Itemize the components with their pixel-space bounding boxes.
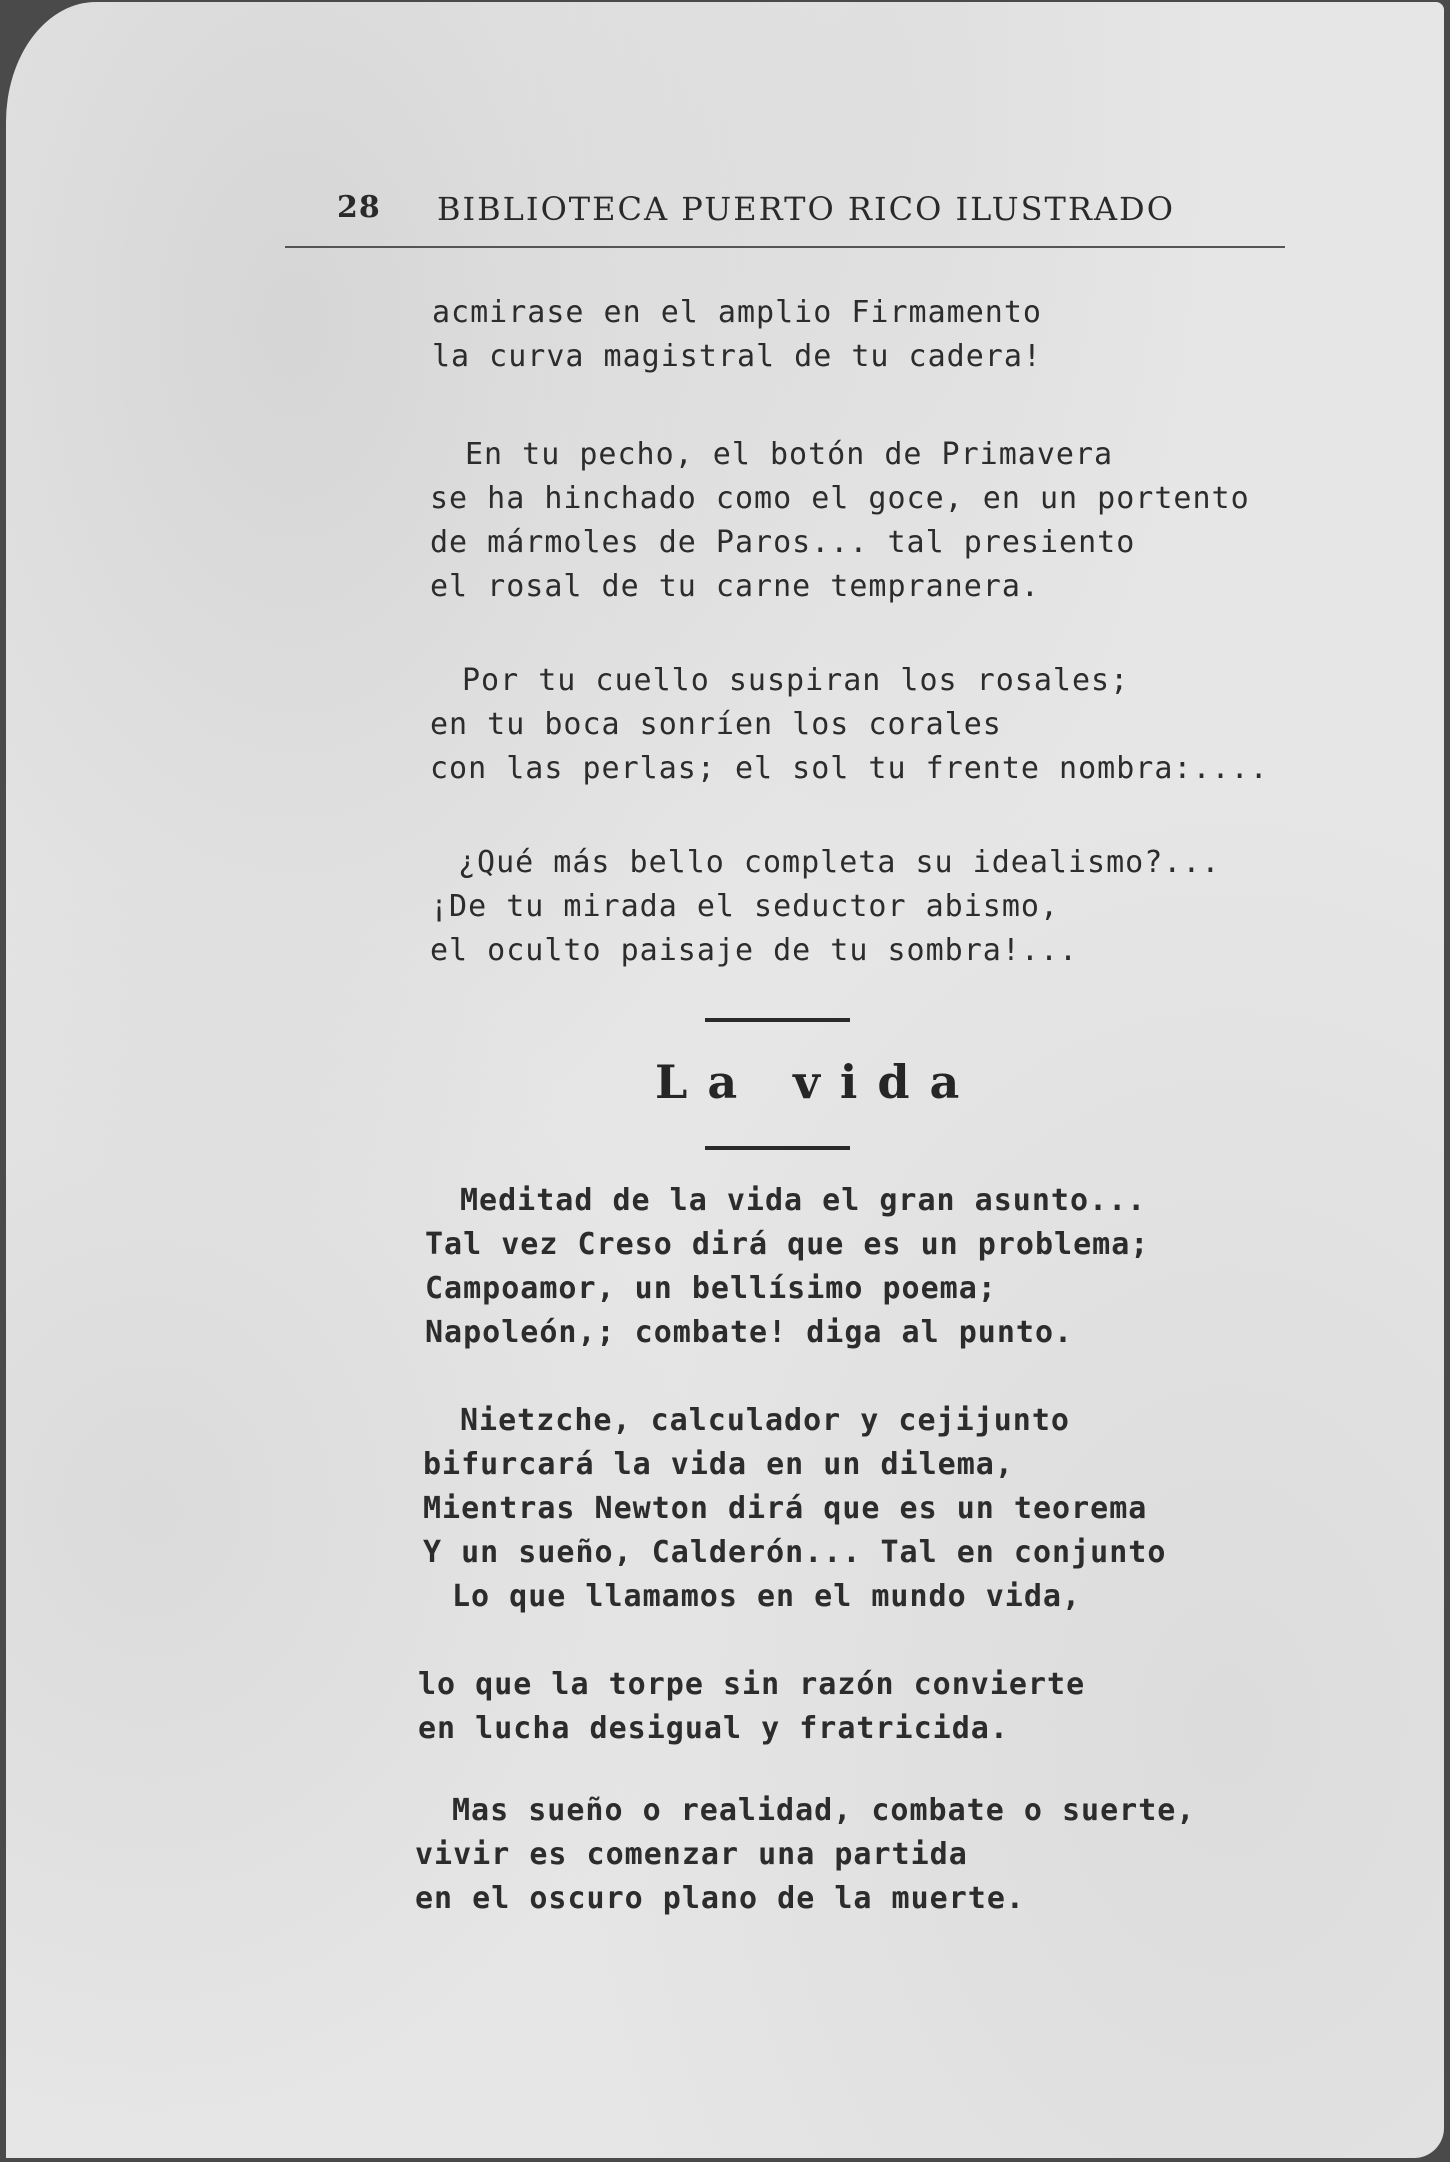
verse-line: Meditad de la vida el gran asunto... — [460, 1183, 1147, 1218]
verse-line: lo que la torpe sin razón convierte — [418, 1667, 1086, 1702]
verse-line: vivir es comenzar una partida — [415, 1837, 968, 1872]
page-header — [285, 190, 1225, 240]
verse-line: Napoleón,; combate! diga al punto. — [425, 1315, 1074, 1350]
page-number: 28 — [337, 190, 381, 225]
verse-line: en el oscuro plano de la muerte. — [415, 1881, 1025, 1916]
verse-line: Campoamor, un bellísimo poema; — [425, 1271, 997, 1306]
verse-line: Tal vez Creso dirá que es un problema; — [425, 1227, 1150, 1262]
verse-line: Lo que llamamos en el mundo vida, — [452, 1579, 1082, 1614]
verse-line: Y un sueño, Calderón... Tal en conjunto — [423, 1535, 1167, 1570]
verse-line: se ha hinchado como el goce, en un portento — [430, 481, 1250, 516]
verse-line: acmirase en el amplio Firmamento — [432, 295, 1042, 330]
verse-line: En tu pecho, el botón de Primavera — [465, 437, 1114, 472]
verse-line: de mármoles de Paros... tal presiento — [430, 525, 1136, 560]
verse-line: bifurcará la vida en un dilema, — [423, 1447, 1014, 1482]
verse-line: Mas sueño o realidad, combate o suerte, — [452, 1793, 1196, 1828]
verse-line: en tu boca sonríen los corales — [430, 707, 1002, 742]
title-rule-top — [705, 1018, 850, 1022]
running-title: BIBLIOTECA PUERTO RICO ILUSTRADO — [437, 190, 1175, 228]
verse-line: la curva magistral de tu cadera! — [432, 339, 1042, 374]
verse-line: Mientras Newton dirá que es un teorema — [423, 1491, 1148, 1526]
verse-line: con las perlas; el sol tu frente nombra:.... — [430, 751, 1269, 786]
verse-line: el oculto paisaje de tu sombra!... — [430, 933, 1079, 968]
verse-line: el rosal de tu carne tempranera. — [430, 569, 1040, 604]
verse-line: en lucha desigual y fratricida. — [418, 1711, 1009, 1746]
verse-line: Por tu cuello suspiran los rosales; — [462, 663, 1130, 698]
header-rule — [285, 246, 1285, 248]
verse-line: ¿Qué más bello completa su idealismo?... — [458, 845, 1221, 880]
verse-line: ¡De tu mirada el seductor abismo, — [430, 889, 1060, 924]
poem-title: La vida — [655, 1055, 980, 1109]
title-rule-bottom — [705, 1146, 850, 1150]
verse-line: Nietzche, calculador y cejijunto — [460, 1403, 1070, 1438]
